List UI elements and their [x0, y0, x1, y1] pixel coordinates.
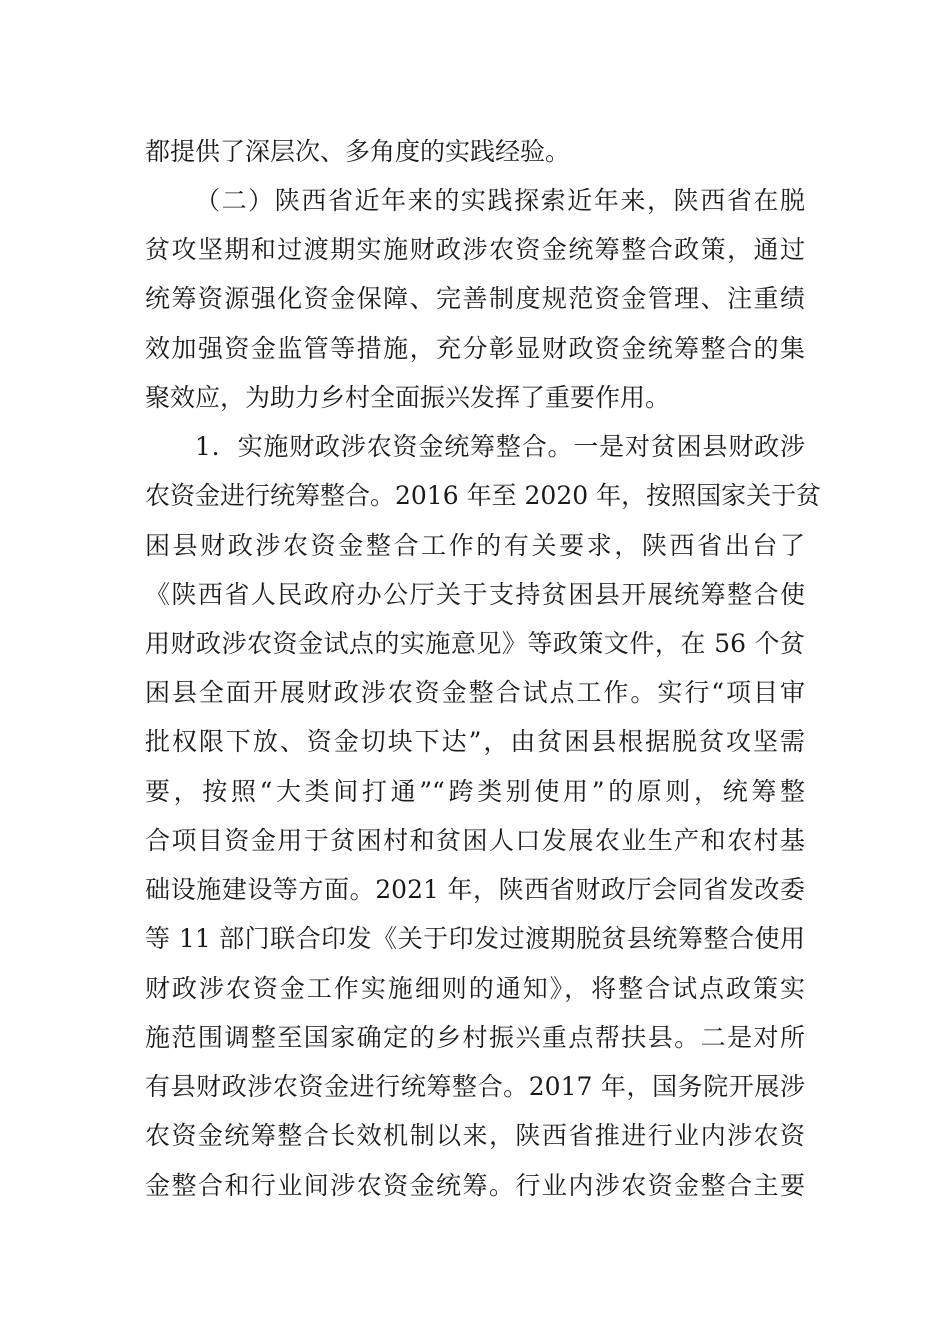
body-text-line: 都提供了深层次、多角度的实践经验。 — [145, 137, 571, 166]
body-text-line: 等 11 部门联合印发《关于印发过渡期脱贫县统筹整合使用 — [145, 924, 805, 953]
body-text-line: 统筹资源强化资金保障、完善制度规范资金管理、注重绩 — [145, 284, 805, 313]
body-text-line: 要，按照“大类间打通”“跨类别使用”的原则，统筹整 — [145, 777, 805, 806]
body-text-line: 聚效应，为助力乡村全面振兴发挥了重要作用。 — [145, 383, 671, 412]
body-text-line: 效加强资金监管等措施，充分彰显财政资金统筹整合的集 — [145, 334, 805, 363]
body-text-line: 施范围调整至国家确定的乡村振兴重点帮扶县。二是对所 — [145, 1023, 805, 1052]
subsection-heading-line: 1．实施财政涉农资金统筹整合。一是对贫困县财政涉 — [195, 432, 805, 461]
body-text-line: 贫攻坚期和过渡期实施财政涉农资金统筹整合政策，通过 — [145, 235, 805, 264]
body-text-line: 础设施建设等方面。2021 年，陕西省财政厅会同省发改委 — [145, 875, 805, 904]
body-text-line: 农资金进行统筹整合。2016 年至 2020 年，按照国家关于贫 — [145, 481, 822, 510]
body-text-line: 《陕西省人民政府办公厅关于支持贫困县开展统筹整合使 — [145, 580, 805, 609]
body-text-line: 批权限下放、资金切块下达”，由贫困县根据脱贫攻坚需 — [145, 727, 805, 756]
body-text-line: 困县财政涉农资金整合工作的有关要求，陕西省出台了 — [145, 531, 805, 560]
body-text-line: 财政涉农资金工作实施细则的通知》，将整合试点政策实 — [145, 974, 805, 1003]
body-text-line: 农资金统筹整合长效机制以来，陕西省推进行业内涉农资 — [145, 1121, 805, 1150]
body-text-line: 合项目资金用于贫困村和贫困人口发展农业生产和农村基 — [145, 826, 805, 855]
body-text-line: 用财政涉农资金试点的实施意见》等政策文件，在 56 个贫 — [145, 629, 805, 658]
body-text-line: 困县全面开展财政涉农资金整合试点工作。实行“项目审 — [145, 678, 805, 707]
body-text-line: 有县财政涉农资金进行统筹整合。2017 年，国务院开展涉 — [145, 1072, 805, 1101]
section-heading-line: （二）陕西省近年来的实践探索近年来，陕西省在脱 — [195, 186, 805, 215]
body-text-line: 金整合和行业间涉农资金统筹。行业内涉农资金整合主要 — [145, 1171, 805, 1200]
